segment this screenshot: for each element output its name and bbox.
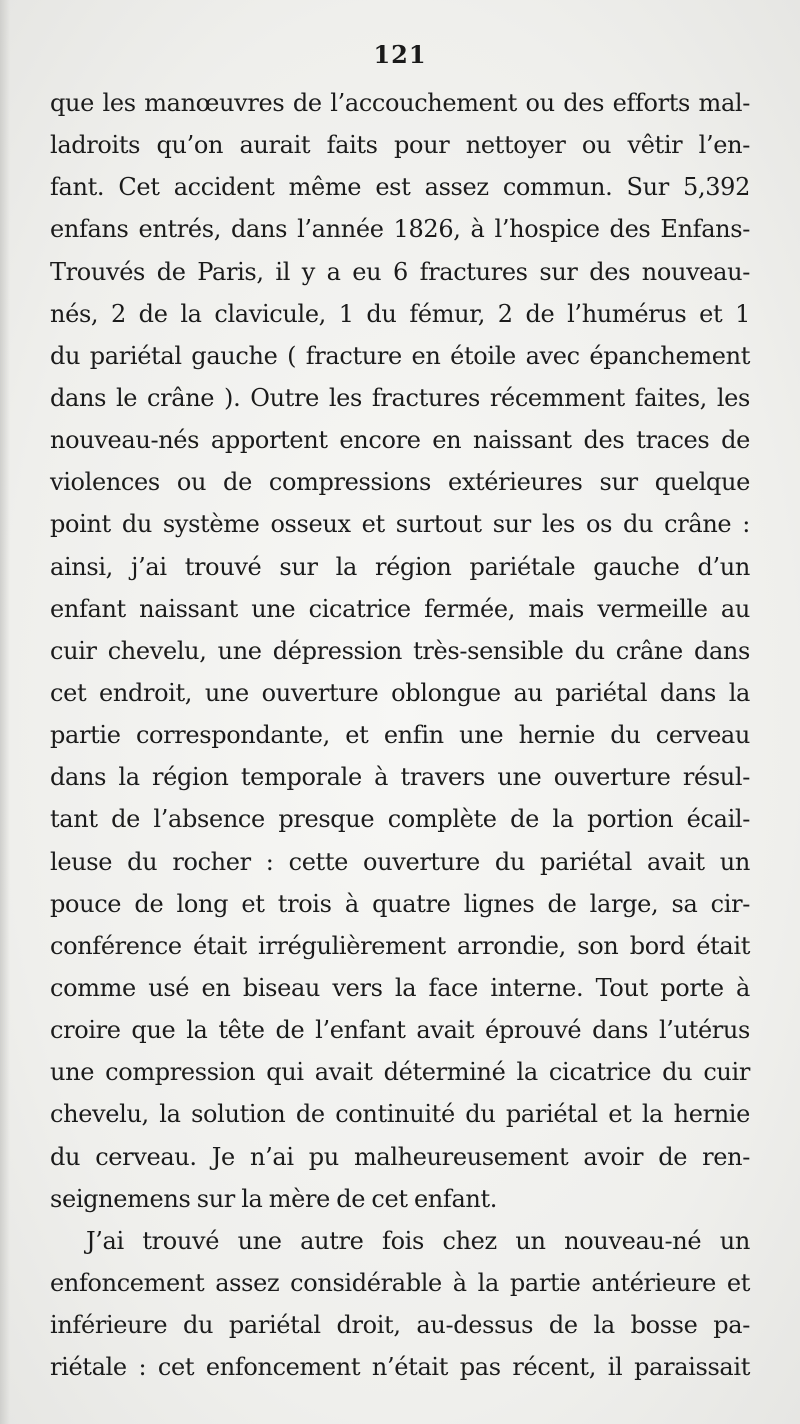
paragraph-end-line: seignemens sur la mère de cet enfant. — [50, 1184, 498, 1213]
text-line: dans la région temporale à travers une ouverture résul- — [50, 763, 750, 792]
page-edge-shadow — [0, 0, 10, 1424]
text-line: riétale : cet enfoncement n’était pas récent, il paraissait — [50, 1353, 750, 1382]
text-line: fant. Cet accident même est assez commun. Sur 5,392 — [50, 173, 750, 202]
text-line: point du système osseux et surtout sur les os du crâne : — [50, 510, 750, 539]
text-line: leuse du rocher : cette ouverture du pariétal avait un — [50, 847, 750, 876]
text-line: cet endroit, une ouverture oblongue au pariétal dans la — [50, 678, 750, 707]
text-line: pouce de long et trois à quatre lignes de large, sa cir- — [50, 889, 750, 918]
text-line: ladroits qu’on aurait faits pour nettoyer ou vêtir l’en- — [50, 131, 750, 160]
text-line: violences ou de compressions extérieures sur quelque — [50, 468, 750, 497]
body-text — [50, 82, 750, 1388]
text-line: conférence était irrégulièrement arrondie, son bord était — [50, 931, 750, 960]
text-line: partie correspondante, et enfin une hernie du cerveau — [50, 721, 750, 750]
text-line: du cerveau. Je n’ai pu malheureusement avoir de ren- — [50, 1142, 750, 1171]
text-line: enfans entrés, dans l’année 1826, à l’hospice des Enfans- — [50, 215, 750, 244]
text-line: enfoncement assez considérable à la partie antérieure et — [50, 1268, 750, 1297]
text-line: tant de l’absence presque complète de la portion écail- — [50, 805, 750, 834]
text-line: comme usé en biseau vers la face interne. Tout porte à — [50, 973, 750, 1002]
text-line: inférieure du pariétal droit, au-dessus de la bosse pa- — [50, 1311, 750, 1340]
text-line: que les manœuvres de l’accouchement ou des efforts mal- — [50, 89, 750, 117]
text-line: ainsi, j’ai trouvé sur la région pariétale gauche d’un — [50, 552, 750, 581]
paragraph-start-line: J’ai trouvé une autre fois chez un nouveau-né un — [86, 1226, 750, 1255]
text-line: Trouvés de Paris, il y a eu 6 fractures sur des nouveau- — [50, 257, 750, 286]
text-line: enfant naissant une cicatrice fermée, mais vermeille au — [50, 594, 750, 623]
text-line: une compression qui avait déterminé la cicatrice du cuir — [50, 1058, 750, 1087]
text-line: nés, 2 de la clavicule, 1 du fémur, 2 de l’humérus et 1 — [50, 299, 750, 328]
text-line: cuir chevelu, une dépression très-sensible du crâne dans — [50, 636, 750, 665]
page-number: 121 — [373, 40, 427, 69]
text-line: du pariétal gauche ( fracture en étoile avec épanchement — [50, 341, 750, 370]
text-line: croire que la tête de l’enfant avait éprouvé dans l’utérus — [50, 1016, 750, 1045]
text-line: dans le crâne ). Outre les fractures récemment faites, les — [50, 383, 750, 412]
text-line: chevelu, la solution de continuité du pariétal et la hernie — [50, 1100, 750, 1129]
text-line: nouveau-nés apportent encore en naissant des traces de — [50, 426, 750, 455]
